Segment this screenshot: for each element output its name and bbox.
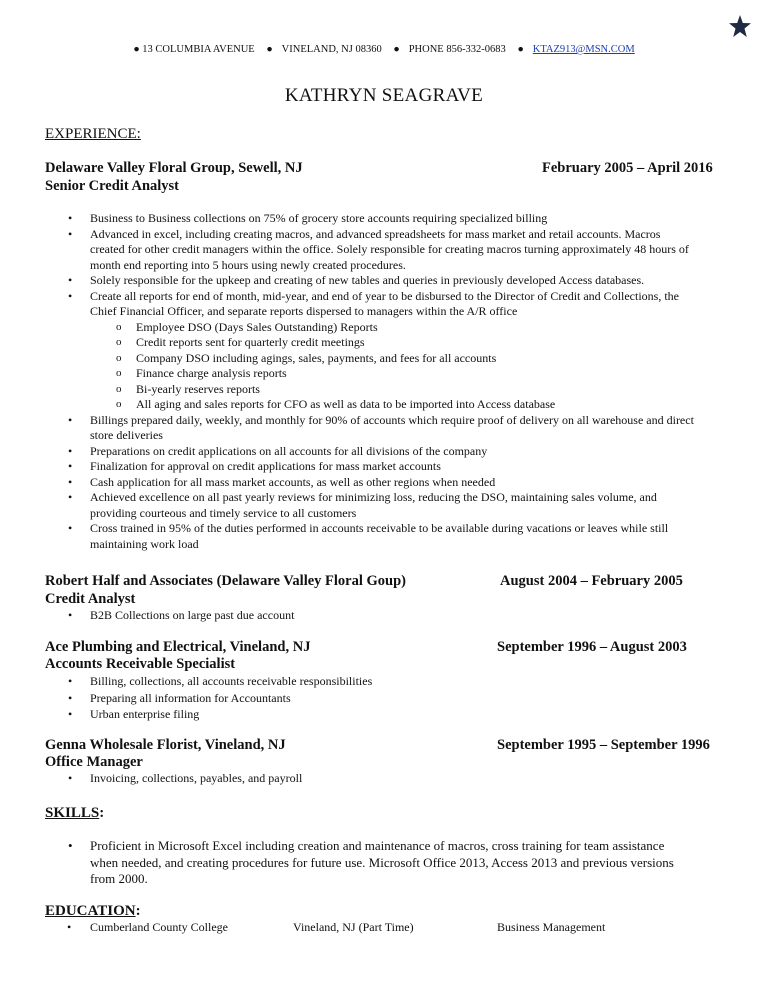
candidate-name: KATHRYN SEAGRAVE (284, 85, 484, 106)
job-company: Ace Plumbing and Electrical, Vineland, NJ (45, 639, 311, 655)
list-item: • Preparing all information for Accountants (90, 690, 372, 707)
sub-list-item: o Bi-yearly reserves reports (136, 382, 694, 398)
contact-line: ● 13 COLUMBIA AVENUE ● VINELAND, NJ 08360 ● PHONE 856-332-0683 ● KTAZ913@MSN.COM (133, 44, 635, 55)
list-item: • Finalization for approval on credit applications for mass market accounts (90, 459, 694, 475)
job-dates: September 1996 – August 2003 (497, 639, 687, 655)
job-title: Senior Credit Analyst (45, 178, 180, 194)
address: 13 COLUMBIA AVENUE (142, 44, 255, 55)
list-item: • Cross trained in 95% of the duties performed in accounts receivable to be available during vacations or leaves while still (90, 521, 694, 537)
sub-bullets (90, 320, 694, 413)
sub-list-item: o All aging and sales reports for CFO as well as data to be imported into Access database (136, 397, 694, 413)
list-item: • B2B Collections on large past due account (90, 608, 294, 624)
job-bullets (90, 771, 302, 787)
phone: PHONE 856-332-0683 (408, 44, 506, 55)
sub-list-item: o Finance charge analysis reports (136, 366, 694, 382)
list-item: • Cash application for all mass market accounts, as well as other regions when needed (90, 475, 694, 491)
job-title: Office Manager (45, 754, 143, 770)
list-item-continued: created for other credit managers within the office. Solely responsible for creating macros turning approximately 48 hours of (90, 242, 689, 256)
job-bullets (90, 211, 694, 552)
list-item: • Create all reports for end of month, mid-year, and end of year to be disbursed to the Director of Credit and Collections, the (90, 289, 694, 305)
list-item: • Advanced in excel, including creating macros, and advanced spreadsheets for mass market and retail accounts. Macros (90, 227, 694, 243)
list-item-continued: providing courteous and timely service to all customers (90, 505, 357, 520)
list-item-continued: maintaining work load (90, 536, 199, 551)
email-link[interactable]: KTAZ913@MSN.COM (532, 44, 635, 55)
list-item-continued: store deliveries (90, 428, 163, 442)
job-company: Delaware Valley Floral Group, Sewell, NJ (45, 160, 303, 176)
list-item: • Business to Business collections on 75% of grocery store accounts requiring specialized billing (90, 211, 694, 227)
job-company: Robert Half and Associates (Delaware Valley Floral Goup) (45, 573, 407, 589)
list-item: • Achieved excellence on all past yearly reviews for minimizing loss, reducing the DSO, maintaining sales volume, and (90, 490, 694, 506)
job-dates: August 2004 – February 2005 (500, 573, 683, 589)
list-item: • Invoicing, collections, payables, and payroll (90, 771, 302, 787)
skills-list (90, 838, 674, 888)
list-item: • Solely responsible for the upkeep and creating of new tables and queries in previously developed Access databases. (90, 273, 694, 289)
education-program: Business Management (497, 920, 606, 934)
star-icon (729, 14, 751, 38)
list-item: • Billings prepared daily, weekly, and monthly for 90% of accounts which require proof of delivery on all warehouse and direct (90, 413, 694, 429)
job-title: Credit Analyst (45, 591, 136, 607)
sub-list-item: o Company DSO including agings, sales, payments, and fees for all accounts (136, 351, 694, 367)
education-heading-wrap (45, 903, 141, 920)
job-title: Accounts Receivable Specialist (45, 656, 236, 672)
education-school: Cumberland County College (90, 920, 228, 934)
list-item: • Preparations on credit applications on all accounts for all divisions of the company (90, 444, 694, 460)
education-location: Vineland, NJ (Part Time) (293, 920, 414, 934)
job-bullets (90, 608, 294, 624)
experience-heading: EXPERIENCE: (45, 126, 141, 142)
skills-heading-wrap (45, 805, 104, 822)
list-item: • Proficient in Microsoft Excel including creation and maintenance of macros, cross training for team assistance (90, 838, 674, 855)
job-company: Genna Wholesale Florist, Vineland, NJ (45, 737, 286, 753)
skills-heading: SKILLS (45, 805, 100, 821)
job-bullets (90, 673, 372, 723)
sub-list-item: o Credit reports sent for quarterly credit meetings (136, 335, 694, 351)
list-item-continued: Chief Financial Officer, and separate reports dispersed to managers within the A/R office (90, 304, 518, 318)
list-item-continued: when needed, and creating procedures for future use. Microsoft Office 2013, Access 2013 and previous versions (90, 854, 674, 870)
list-item-continued: month end reporting into 5 hours using newly created procedures. (90, 257, 406, 272)
city: VINELAND, NJ 08360 (281, 44, 382, 55)
job-dates: February 2005 – April 2016 (542, 160, 713, 176)
list-item-continued: from 2000. (90, 871, 148, 886)
skills-colon: : (99, 805, 105, 821)
sub-list-container (90, 320, 694, 413)
list-item: • Urban enterprise filing (90, 706, 372, 723)
sub-list-item: o Employee DSO (Days Sales Outstanding) Reports (136, 320, 694, 336)
list-item: • Billing, collections, all accounts receivable responsibilities (90, 673, 372, 690)
job-dates: September 1995 – September 1996 (497, 737, 710, 753)
education-colon: : (135, 903, 141, 919)
education-heading: EDUCATION (45, 903, 136, 919)
